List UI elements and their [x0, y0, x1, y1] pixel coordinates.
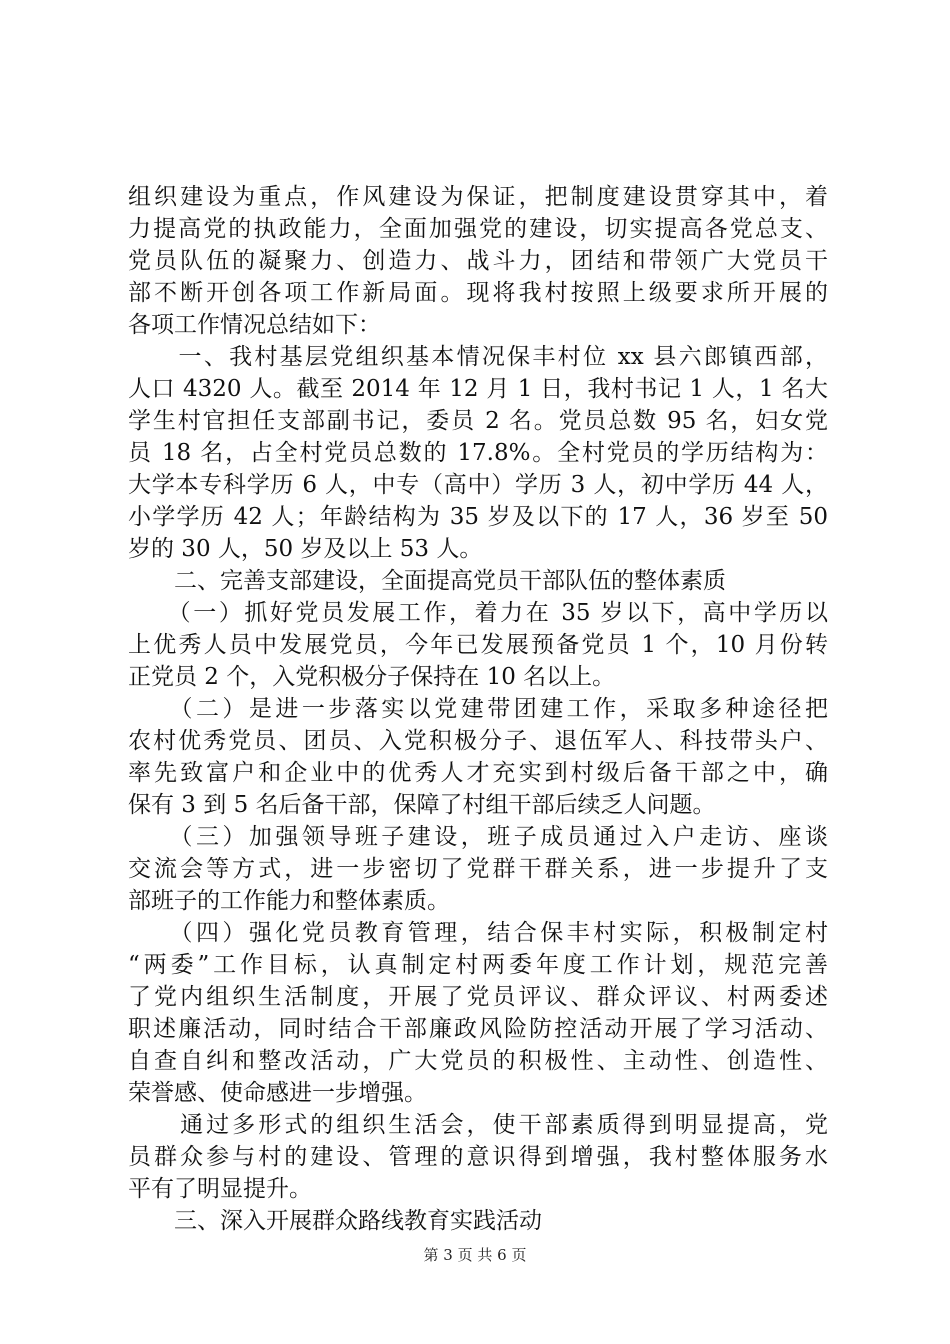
body-text-line: 通过多形式的组织生活会，使干部素质得到明显提高，党: [128, 1112, 828, 1138]
body-text-line: 小学学历 42 人；年龄结构为 35 岁及以下的 17 人，36 岁至 50: [128, 504, 828, 530]
body-text-line: 农村优秀党员、团员、入党积极分子、退伍军人、科技带头户、: [128, 728, 828, 754]
body-text-line: 人口 4320 人。截至 2014 年 12 月 1 日，我村书记 1 人，1 名大: [128, 376, 828, 402]
body-text-line: 了党内组织生活制度，开展了党员评议、群众评议、村两委述: [128, 984, 828, 1010]
body-text-line: 力提高党的执政能力，全面加强党的建设，切实提高各党总支、: [128, 216, 828, 242]
body-text-line: 荣誉感、使命感进一步增强。: [128, 1080, 427, 1106]
body-text-line: 保有 3 到 5 名后备干部，保障了村组干部后续乏人问题。: [128, 792, 716, 818]
body-text-line: 自查自纠和整改活动，广大党员的积极性、主动性、创造性、: [128, 1048, 828, 1074]
body-text-line: （三）加强领导班子建设，班子成员通过入户走访、座谈: [128, 824, 828, 850]
section-heading-2: 二、完善支部建设，全面提高党员干部队伍的整体素质: [128, 568, 726, 594]
body-text-line: 员群众参与村的建设、管理的意识得到增强，我村整体服务水: [128, 1144, 828, 1170]
body-text-line: 率先致富户和企业中的优秀人才充实到村级后备干部之中，确: [128, 760, 828, 786]
body-text-line: 岁的 30 人，50 岁及以上 53 人。: [128, 536, 483, 562]
body-text-line: 职述廉活动，同时结合干部廉政风险防控活动开展了学习活动、: [128, 1016, 828, 1042]
section-heading-1: 一、我村基层党组织基本情况保丰村位 xx 县六郎镇西部，: [128, 344, 828, 370]
body-text-line: 部班子的工作能力和整体素质。: [128, 888, 450, 914]
body-text-line: 大学本专科学历 6 人，中专（高中）学历 3 人，初中学历 44 人，: [128, 472, 828, 498]
page-footer: 第 3 页 共 6 页: [423, 1246, 527, 1264]
body-text-line: 部不断开创各项工作新局面。现将我村按照上级要求所开展的: [128, 280, 828, 306]
body-text-line: 交流会等方式，进一步密切了党群干群关系，进一步提升了支: [128, 856, 828, 882]
body-text-line: （二）是进一步落实以党建带团建工作，采取多种途径把: [128, 696, 828, 722]
body-text-line: 平有了明显提升。: [128, 1176, 312, 1202]
body-text-line: （四）强化党员教育管理，结合保丰村实际，积极制定村: [128, 920, 828, 946]
body-text-line: 正党员 2 个，入党积极分子保持在 10 名以上。: [128, 664, 616, 690]
body-text-line: 各项工作情况总结如下：: [128, 312, 381, 338]
body-text-line: 党员队伍的凝聚力、创造力、战斗力，团结和带领广大党员干: [128, 248, 828, 274]
body-text-line: “两委”工作目标，认真制定村两委年度工作计划，规范完善: [128, 952, 828, 978]
body-text-line: 上优秀人员中发展党员，今年已发展预备党员 1 个，10 月份转: [128, 632, 828, 658]
body-text-line: 组织建设为重点，作风建设为保证，把制度建设贯穿其中，着: [128, 184, 828, 210]
section-heading-3: 三、深入开展群众路线教育实践活动: [128, 1208, 542, 1234]
body-text-line: 员 18 名，占全村党员总数的 17.8%。全村党员的学历结构为：: [128, 440, 828, 466]
body-text-line: （一）抓好党员发展工作，着力在 35 岁以下，高中学历以: [128, 600, 828, 626]
body-text-line: 学生村官担任支部副书记，委员 2 名。党员总数 95 名，妇女党: [128, 408, 828, 434]
